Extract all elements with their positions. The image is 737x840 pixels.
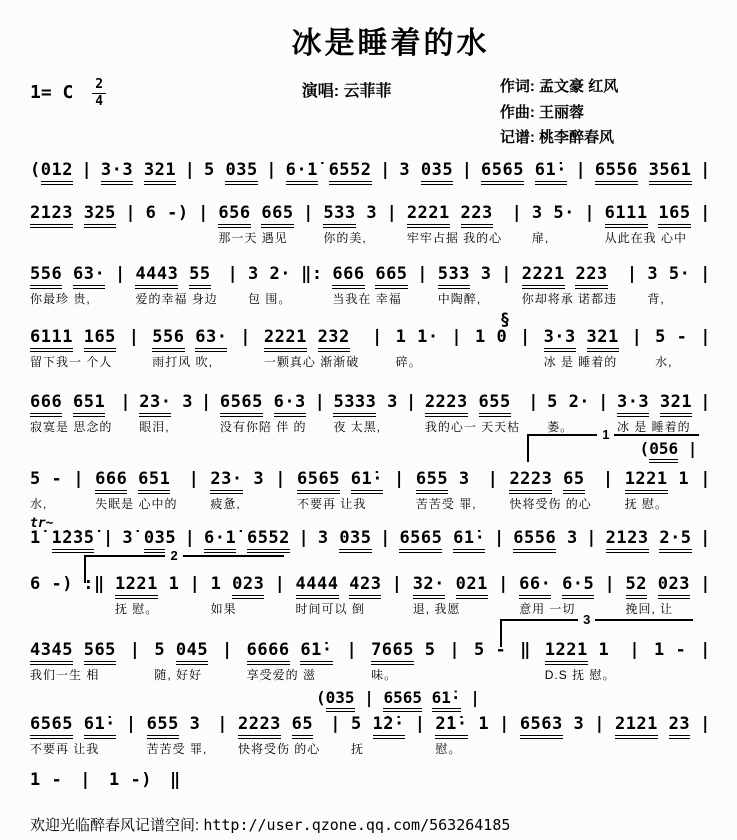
measure <box>520 713 584 755</box>
measure-lyric: 享受爱的 滋 <box>246 668 316 683</box>
measure <box>532 202 575 246</box>
time-signature-denominator: 4 <box>95 93 104 109</box>
barline: | <box>487 468 499 489</box>
measure-notes: 6556 3561 <box>595 159 692 181</box>
measure <box>407 202 502 246</box>
measure-lyric: 如果 <box>210 602 237 617</box>
measure-lyric: 牢牢占据 我的心 <box>406 230 503 245</box>
measure <box>218 202 293 246</box>
measure-notes: 5 1̇2̇· <box>351 713 405 735</box>
ending-bracket-3 <box>500 612 693 647</box>
ending-bracket-2 <box>84 548 283 583</box>
measure-notes: 1 - <box>30 770 63 791</box>
singer-credit: 演唱: 云菲菲 <box>301 83 392 100</box>
barline: | <box>575 159 587 180</box>
measure-lyric: 碎。 <box>395 354 422 369</box>
barline: | <box>73 468 85 489</box>
measure <box>220 391 307 435</box>
measure-notes: 5 2· <box>547 391 591 412</box>
barline: | <box>417 263 429 284</box>
measure-notes: 533 3 <box>323 202 377 224</box>
barline: | <box>604 574 616 595</box>
barline: | <box>125 202 137 223</box>
measure-lyric: 爱的幸福 身边 <box>135 291 218 306</box>
barline: | <box>314 391 326 412</box>
measure-notes: 1221 1 <box>115 573 179 595</box>
measure <box>147 713 208 757</box>
measure-notes: 6111 165 <box>605 202 691 224</box>
score <box>30 159 711 792</box>
measure <box>435 713 489 757</box>
measure-lyric: 抚 慰。 <box>624 497 669 512</box>
barline: | <box>125 714 137 735</box>
barline: | <box>602 468 614 489</box>
measure-notes: 655 3 <box>147 713 201 735</box>
barline: | <box>103 528 114 549</box>
annotation-text: (035 | 6565 61̇· | <box>316 688 480 712</box>
annotation-text: § <box>499 309 511 330</box>
measure <box>647 263 690 307</box>
barline: | <box>626 263 638 284</box>
barline: | <box>380 159 391 180</box>
measure-notes: 2221 232 <box>264 326 350 348</box>
annotation-text: (056 | <box>640 439 698 458</box>
barline: | <box>700 202 711 223</box>
barline: | <box>700 159 711 180</box>
measure-notes: 5 - <box>30 468 63 489</box>
measure-notes: 6556 3 <box>513 527 577 549</box>
measure-lyric: 失眠是 心中的 <box>95 497 178 512</box>
ending-number: 1 <box>597 427 614 442</box>
measure <box>519 573 594 617</box>
barline: | <box>386 202 398 223</box>
barline: | <box>391 574 403 595</box>
barline: ‖: <box>301 263 323 284</box>
measure <box>95 468 177 512</box>
lyricist-credit: 作词: 孟文豪 红风 <box>499 78 619 95</box>
barline: | <box>240 326 252 347</box>
barline: | <box>184 528 196 549</box>
measure-notes: 4345 565 <box>30 639 116 661</box>
key-signature <box>30 74 193 108</box>
measure-lyric: 从此在我 心中 <box>604 230 687 245</box>
measure-lyric: 退, 我愿 <box>412 602 461 617</box>
measure <box>547 391 590 435</box>
measure <box>248 263 291 307</box>
score-line <box>30 688 711 757</box>
measure-lyric: 我的心一 天天枯 <box>424 419 521 434</box>
measure-notes: 533 3 <box>438 263 492 285</box>
score-line <box>30 516 711 549</box>
measure <box>396 326 439 370</box>
barline: | <box>700 640 711 661</box>
measure <box>615 713 690 755</box>
score-line <box>30 159 711 181</box>
measure-notes: 6 -) <box>145 202 189 223</box>
measure <box>30 391 112 435</box>
barline: | <box>114 263 126 284</box>
ending-number: 3 <box>578 612 595 627</box>
barline: | <box>188 468 200 489</box>
footer-label: 欢迎光临醉春风记谱空间: <box>30 816 204 834</box>
measure-notes: 1̇ 1̇2̇3̇5̇ <box>30 527 94 549</box>
score-line <box>30 263 711 307</box>
measure-notes: 2̇1̇· 1 <box>435 713 489 735</box>
measure-lyric: 一颗真心 渐渐破 <box>263 354 360 369</box>
measure <box>30 639 116 683</box>
measure <box>481 159 567 181</box>
barline: | <box>330 714 342 735</box>
measure-notes: 2221 223 <box>407 202 493 224</box>
measure-notes: 3·3 321 <box>101 159 176 181</box>
barline: | <box>700 391 711 412</box>
measure <box>595 159 692 181</box>
measure <box>323 202 377 246</box>
credits-block <box>500 74 711 151</box>
measure <box>371 639 435 683</box>
measure-lyric: 冰 是 睡着的 <box>543 354 618 369</box>
barline: | <box>275 468 286 489</box>
measure-notes: 32· 021 <box>413 573 488 595</box>
barline: | <box>493 528 505 549</box>
measure-lyric: 快将受伤 的心 <box>237 742 321 757</box>
measure <box>204 159 258 181</box>
barline: | <box>120 391 132 412</box>
measure <box>351 713 405 757</box>
score-line <box>30 769 711 791</box>
footer <box>30 814 711 835</box>
measure-notes: 1221 1 <box>625 468 689 490</box>
measure <box>139 391 193 435</box>
measure <box>238 713 320 757</box>
measure-notes: 656 665 <box>218 202 293 224</box>
barline: | <box>499 714 510 735</box>
segno-icon <box>500 310 510 330</box>
measure-notes: 666 651 <box>95 468 170 490</box>
measure-notes: 3 035 <box>399 159 453 181</box>
measure <box>413 573 488 617</box>
barline: | <box>201 391 212 412</box>
measure-lyric: 当我在 幸福 <box>332 291 402 306</box>
measure-notes: 1 0 <box>474 326 508 347</box>
barline: | <box>700 574 711 595</box>
measure-notes: 3·3 321 <box>544 326 619 348</box>
measure-lyric: 抚 <box>351 742 365 757</box>
barline: | <box>501 263 513 284</box>
measure-notes: 3 035 <box>318 527 372 549</box>
transcriber-credit: 记谱: 桃李醉春风 <box>499 129 615 146</box>
measure-notes: 2223 655 <box>425 391 511 413</box>
measure-notes: 1221 1 <box>545 639 609 661</box>
barline: | <box>298 528 310 549</box>
measure-notes: 2121 23 <box>615 713 690 735</box>
measure-notes: 2223 65 <box>238 713 313 735</box>
measure <box>297 468 383 512</box>
measure <box>154 639 208 683</box>
measure-notes: 6111 165 <box>30 326 116 348</box>
measure-lyric: 时间可以 倒 <box>295 602 365 617</box>
measure-lyric: 夜 太黑, <box>333 419 382 434</box>
measure-lyric: 你最珍 贵, <box>30 291 91 306</box>
measure-lyric: 疲惫, <box>210 497 241 512</box>
measure-notes: 666 651 <box>30 391 105 413</box>
measure <box>522 263 617 307</box>
measure-lyric: D.S 抚 慰。 <box>544 668 616 683</box>
barline: ‖ <box>520 640 531 661</box>
measure-notes: 3̇ 035 <box>122 527 176 549</box>
measure-notes: 5 035 <box>204 159 258 181</box>
measure-notes: 52 023 <box>626 573 690 595</box>
measure-lyric: 没有你陪 伴 的 <box>219 419 307 434</box>
measure-lyric: 中陶醉, <box>437 291 482 306</box>
measure <box>332 263 407 307</box>
measure <box>438 263 492 307</box>
measure-notes: 4443 55 <box>135 263 210 285</box>
barline: | <box>222 640 233 661</box>
measure-notes: 6565 61̇· <box>481 159 567 181</box>
measure-lyric: 抚 慰。 <box>114 602 159 617</box>
measure-notes: 1 023 <box>211 573 265 595</box>
barline: | <box>631 326 643 347</box>
measure-notes: 5 - <box>474 640 507 661</box>
barline: | <box>584 202 596 223</box>
measure-notes: 5 - <box>655 326 688 347</box>
barline: | <box>520 326 531 347</box>
measure <box>247 639 333 683</box>
measure-notes: 23· 3 <box>139 391 193 413</box>
barline: | <box>394 468 405 489</box>
measure-lyric: 挽回, 让 <box>625 602 674 617</box>
measure-lyric: 味。 <box>371 668 398 683</box>
annotation-text: tr~ <box>30 516 54 532</box>
measure-lyric: 不要再 让我 <box>30 742 100 757</box>
measure <box>122 527 176 549</box>
barline: | <box>198 202 209 223</box>
header-meta <box>30 74 711 151</box>
barline: | <box>372 326 383 347</box>
measure <box>605 202 691 246</box>
barline: | <box>380 528 391 549</box>
barline: | <box>700 714 711 735</box>
measure <box>30 468 62 512</box>
barline: | <box>184 159 196 180</box>
measure-notes: 1 1· <box>395 326 439 347</box>
measure-notes: 3·3 321 <box>617 391 692 413</box>
measure <box>30 159 73 181</box>
score-line <box>30 612 711 683</box>
barline: | <box>128 326 140 347</box>
measure <box>146 202 189 244</box>
measure-notes: 5333 3 <box>333 391 397 413</box>
barline: | <box>451 326 463 347</box>
measure-notes: 6565 61̇· <box>297 468 383 490</box>
measure-notes: 556 63· <box>152 326 227 348</box>
barline: | <box>81 159 93 180</box>
measure-notes: 7665 5 <box>371 639 435 661</box>
barline: | <box>594 714 605 735</box>
measure-lyric: 苦苦受 罪, <box>146 742 208 757</box>
barline: | <box>700 528 711 549</box>
measure-lyric: 你的美, <box>323 230 367 245</box>
measure-lyric: 意用 一切 <box>519 602 576 617</box>
measure-lyric: 雨打风 吹, <box>152 354 213 369</box>
measure-lyric: 包 围。 <box>248 291 292 306</box>
measure <box>30 202 116 244</box>
measure <box>204 527 290 549</box>
barline: | <box>629 640 641 661</box>
measure-lyric: 随, 好好 <box>154 668 203 683</box>
measure <box>416 468 477 512</box>
measure <box>109 769 152 791</box>
measure-notes: 6563 3 <box>520 713 584 735</box>
barline: | <box>129 640 141 661</box>
measure <box>333 391 397 435</box>
barline: | <box>414 714 426 735</box>
measure <box>617 391 692 435</box>
measure-notes: 2123 325 <box>30 202 116 224</box>
measure-notes: 1 - <box>653 640 687 661</box>
measure-lyric: 留下我一 个人 <box>30 354 113 369</box>
measure-notes: 556 63· <box>30 263 105 285</box>
measure-lyric: 那一天 遇见 <box>218 230 288 245</box>
measure <box>606 527 692 549</box>
measure-notes: 5 045 <box>154 639 208 661</box>
measure-notes: 3 2· <box>248 263 292 284</box>
measure-notes: 655 3 <box>416 468 470 490</box>
barline: ‖ <box>169 770 181 791</box>
measure <box>210 468 264 512</box>
measure-notes: 6 -) <box>30 574 73 595</box>
measure-lyric: 快将受伤 的心 <box>509 497 592 512</box>
measure-lyric: 你却将承 诺都违 <box>521 291 618 306</box>
barline: | <box>189 574 201 595</box>
measure-lyric: 眼泪, <box>139 419 170 434</box>
measure <box>264 326 359 370</box>
measure <box>626 573 690 617</box>
measure-notes: 6565 61̇· <box>30 713 116 735</box>
measure-notes: 23· 3 <box>210 468 264 490</box>
barline: | <box>511 202 523 223</box>
measure-lyric: 不要再 让我 <box>297 497 367 512</box>
barline: | <box>303 202 314 223</box>
measure-notes: 2223 65 <box>509 468 584 490</box>
measure-notes: 4444 423 <box>296 573 382 595</box>
barline: :‖ <box>83 574 105 595</box>
measure-notes: (012 <box>30 159 73 181</box>
barline: | <box>586 528 598 549</box>
measure-lyric: 慰。 <box>435 742 462 757</box>
measure-notes: 2221 223 <box>522 263 608 285</box>
measure-notes: 2123 2·5 <box>606 527 692 549</box>
measure-notes: 666 665 <box>332 263 407 285</box>
ending-number: 2 <box>165 548 182 563</box>
barline: | <box>346 640 358 661</box>
measure <box>296 573 382 617</box>
barline: | <box>227 263 239 284</box>
score-line <box>30 309 711 370</box>
time-signature-numerator: 2 <box>92 78 106 94</box>
measure-lyric: 水, <box>30 497 48 512</box>
barline: | <box>700 263 711 284</box>
barline: | <box>461 159 473 180</box>
measure <box>30 769 62 791</box>
measure-lyric: 背, <box>647 291 665 306</box>
barline: | <box>598 391 609 412</box>
barline: | <box>274 574 286 595</box>
composer-credit: 作曲: 王丽蓉 <box>499 103 585 121</box>
measure <box>101 159 176 181</box>
key-signature-label: 1= C <box>30 82 74 104</box>
song-title: 冰是睡着的水 <box>291 26 490 61</box>
measure-lyric: 扉, <box>531 230 550 245</box>
barline: | <box>449 640 461 661</box>
trill-icon <box>30 514 53 532</box>
measure-notes: 6666 61̇· <box>247 639 333 661</box>
barline: | <box>217 714 228 735</box>
measure <box>152 326 227 370</box>
measure-notes: 6·1̇ 6552 <box>286 159 372 181</box>
measure <box>286 159 372 181</box>
measure <box>655 326 687 370</box>
measure <box>425 391 520 435</box>
measure-lyric: 萎。 <box>547 419 574 434</box>
measure <box>513 527 577 549</box>
measure <box>399 159 453 181</box>
measure <box>509 468 591 512</box>
measure <box>475 326 507 368</box>
measure <box>30 713 116 757</box>
score-line <box>30 202 711 246</box>
measure-lyric: 我们一生 相 <box>30 668 100 683</box>
measure-lyric: 苦苦受 罪, <box>415 497 477 512</box>
measure-notes: 66· 6·5 <box>519 573 594 595</box>
pickup-notes <box>316 688 480 708</box>
barline: | <box>266 159 278 180</box>
measure-notes: 6565 6·3 <box>220 391 306 413</box>
measure-lyric: 水, <box>655 354 673 369</box>
barline: | <box>498 574 509 595</box>
measure-notes: 3 5· <box>531 202 575 223</box>
time-signature <box>92 78 106 108</box>
measure <box>135 263 217 307</box>
measure <box>30 326 116 370</box>
measure <box>544 326 619 370</box>
measure-notes: 6565 61̇· <box>399 527 485 549</box>
measure <box>30 573 73 615</box>
measure-notes: 1 -) <box>109 770 152 791</box>
barline: | <box>700 326 711 347</box>
measure <box>625 468 689 512</box>
barline: | <box>700 468 711 489</box>
measure <box>30 263 105 307</box>
barline: | <box>528 391 539 412</box>
barline: | <box>405 391 417 412</box>
measure-notes: 3 5· <box>647 263 691 284</box>
measure-lyric: 冰 是 睡着的 <box>616 419 691 434</box>
measure <box>399 527 485 549</box>
measure <box>318 527 372 549</box>
score-line <box>30 548 711 617</box>
measure-lyric: 寂寞是 思念的 <box>30 419 113 434</box>
barline: | <box>80 770 91 791</box>
measure-notes: 6·1̇ 6552 <box>204 527 290 549</box>
footer-url[interactable]: http://user.qzone.qq.com/563264185 <box>203 815 511 834</box>
